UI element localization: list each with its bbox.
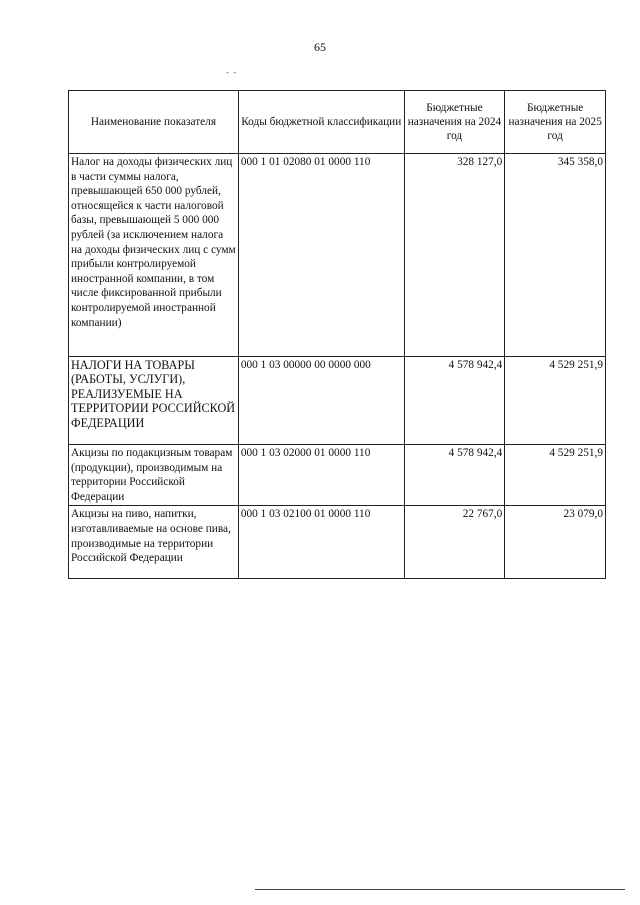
row-indicator-name: НАЛОГИ НА ТОВАРЫ (РАБОТЫ, УСЛУГИ), РЕАЛИЗУЕМЫЕ НА ТЕРРИТОРИИ РОССИЙСКОЙ ФЕДЕРАЦИИ [69,357,239,445]
row-value-2025: 4 529 251,9 [505,445,606,506]
table-row [69,506,606,579]
table-header-row [69,91,606,154]
row-value-2024: 22 767,0 [404,506,505,579]
row-budget-code: 000 1 03 02100 01 0000 110 [238,506,404,579]
budget-table [68,90,606,579]
page-number: 65 [314,40,326,54]
header-budget-2024: Бюджетные назначения на 2024 год [404,91,505,154]
row-value-2025: 4 529 251,9 [505,357,606,445]
header-indicator-name: Наименование показателя [69,91,239,154]
header-budget-2025: Бюджетные назначения на 2025 год [505,91,606,154]
row-value-2024: 328 127,0 [404,154,505,357]
row-budget-code: 000 1 03 00000 00 0000 000 [238,357,404,445]
row-budget-code: 000 1 03 02000 01 0000 110 [238,445,404,506]
row-value-2025: 345 358,0 [505,154,606,357]
scan-speck: - - [226,67,238,77]
row-indicator-name: Акцизы по подакцизным товарам (продукции), производимым на территории Российской Федерации [69,445,239,506]
row-indicator-name: Акцизы на пиво, напитки, изготавливаемые на основе пива, производимые на территории Российской Федерации [69,506,239,579]
scan-edge-line [255,889,625,890]
header-budget-codes: Коды бюджетной классификации [238,91,404,154]
row-budget-code: 000 1 01 02080 01 0000 110 [238,154,404,357]
table-row [69,357,606,445]
table-row [69,154,606,357]
table-row [69,445,606,506]
row-value-2025: 23 079,0 [505,506,606,579]
row-value-2024: 4 578 942,4 [404,357,505,445]
row-indicator-name: Налог на доходы физических лиц в части суммы налога, превышающей 650 000 рублей, относящейся к части налоговой базы, превышающей 5 000 000 рублей (за исключением налога на доходы физических лиц с сумм прибыли контролируемой иностранной компании, в том числе фиксированной прибыли контролируемой иностранной компании) [69,154,239,357]
row-value-2024: 4 578 942,4 [404,445,505,506]
